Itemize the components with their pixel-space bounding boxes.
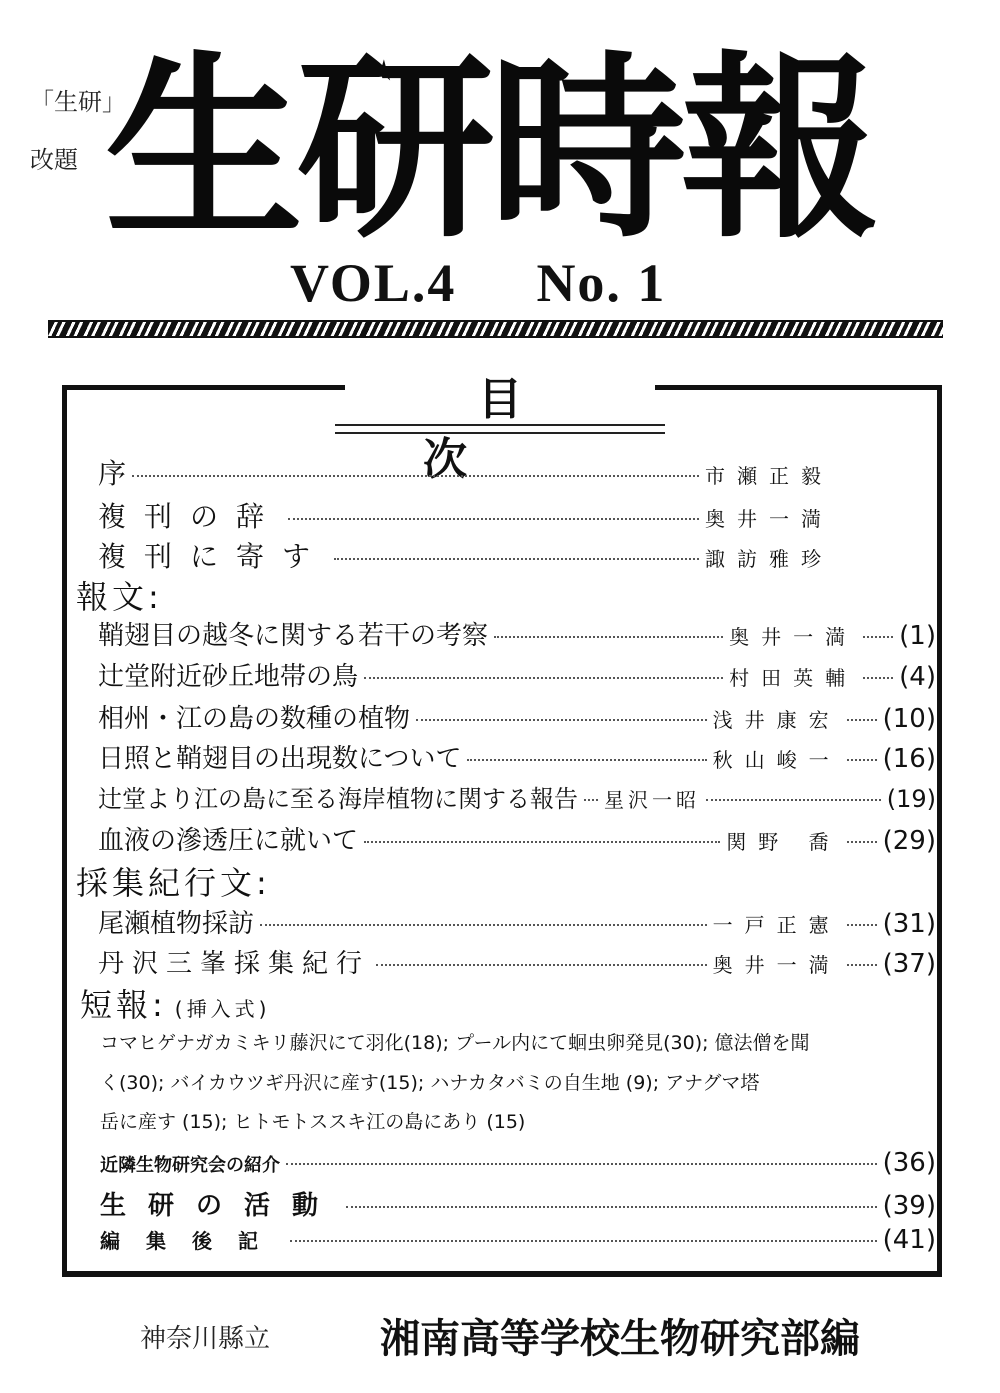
section-short-label: 短報: xyxy=(80,986,167,1024)
toc-entry xyxy=(100,1225,936,1255)
volume-number xyxy=(290,252,666,314)
publisher-name: 湘南高等学校生物研究部編 xyxy=(380,1316,860,1362)
entry-title: 複刊に寄す xyxy=(98,540,329,573)
entry-title: 血液の滲透圧に就いて xyxy=(98,826,359,856)
toc-entry xyxy=(98,615,936,652)
entry-page: (39) xyxy=(882,1191,936,1221)
entry-page: (41) xyxy=(882,1225,936,1255)
section-short-note: (挿入式) xyxy=(174,997,271,1021)
entry-title: 辻堂より江の島に至る海岸植物に関する報告 xyxy=(98,785,578,813)
entry-author: 一戸正憲 xyxy=(712,913,841,937)
volume-label: VOL.4 xyxy=(290,253,457,313)
entry-author: 星沢一昭 xyxy=(604,788,700,812)
section-short xyxy=(80,980,270,1026)
entry-page: (36) xyxy=(882,1148,936,1178)
entry-page: (1) xyxy=(899,621,936,651)
toc-entry xyxy=(100,1185,936,1222)
entry-author: 市瀬正毅 xyxy=(705,464,833,488)
entry-title: 日照と鞘翅目の出現数について xyxy=(98,744,462,774)
entry-title: 辻堂附近砂丘地帯の鳥 xyxy=(98,662,359,692)
entry-page: (16) xyxy=(882,744,936,774)
entry-author: 浅井康宏 xyxy=(712,708,841,732)
toc-entry xyxy=(98,903,936,940)
entry-page: (10) xyxy=(882,704,936,734)
entry-title: 生研の活動 xyxy=(100,1191,341,1221)
entry-author: 村田英輔 xyxy=(729,666,858,690)
toc-entry-foreword xyxy=(98,495,833,535)
entry-author: 関野 喬 xyxy=(726,830,841,854)
entry-title: 鞘翅目の越冬に関する若干の考察 xyxy=(98,621,489,651)
toc-heading-underline xyxy=(335,424,665,434)
entry-page: (29) xyxy=(882,826,936,856)
toc-entry-dedication xyxy=(98,535,833,575)
entry-title: 近隣生物研究会の紹介 xyxy=(100,1155,280,1176)
toc-entry xyxy=(98,943,936,980)
toc-entry xyxy=(98,820,936,857)
issue-label: No. 1 xyxy=(536,253,667,313)
toc-entry xyxy=(98,698,936,735)
entry-author: 奥井一満 xyxy=(712,953,841,977)
entry-page: (19) xyxy=(886,785,936,813)
decorative-rule xyxy=(48,320,943,338)
journal-title: 生研時報 xyxy=(105,34,873,265)
toc-entry xyxy=(98,656,936,693)
entry-title: 尾瀬植物採訪 xyxy=(98,909,255,939)
entry-page: (37) xyxy=(882,949,936,979)
toc-entry xyxy=(98,738,936,775)
retitled-note: 改題 xyxy=(30,146,78,174)
entry-title: 編集後記 xyxy=(100,1229,284,1253)
entry-author: 奥井一満 xyxy=(729,625,858,649)
entry-page: (4) xyxy=(899,662,936,692)
entry-author: 秋山峻一 xyxy=(712,748,841,772)
toc-heading: 目次 xyxy=(345,370,655,430)
entry-title: 序 xyxy=(98,457,127,490)
toc-entry xyxy=(100,1148,936,1178)
short-report-line: 岳に産す (15); ヒトモトススキ江の島にあり (15) xyxy=(100,1111,526,1133)
entry-page: (31) xyxy=(882,909,936,939)
short-report-line: く(30); バイカウツギ丹沢に産す(15); ハナカタバミの自生地 (9); アナグマ塔 xyxy=(100,1072,760,1094)
entry-title: 相州・江の島の数種の植物 xyxy=(98,704,411,734)
section-travel: 採集紀行文: xyxy=(76,864,271,902)
entry-author: 諏訪雅珍 xyxy=(705,547,833,571)
section-reports: 報文: xyxy=(76,578,163,616)
former-title-note: 「生研」 xyxy=(30,88,126,116)
entry-title: 複刊の辞 xyxy=(98,500,283,533)
toc-entry-preface xyxy=(98,452,833,492)
publisher-prefecture: 神奈川縣立 xyxy=(140,1324,271,1354)
toc-entry xyxy=(98,779,936,814)
short-report-line: コマヒゲナガカミキリ藤沢にて羽化(18); プール内にて蛔虫卵発見(30); 億法僧を聞 xyxy=(100,1032,810,1054)
entry-title: 丹沢三峯採集紀行 xyxy=(98,949,371,979)
entry-author: 奥井一満 xyxy=(705,507,833,531)
